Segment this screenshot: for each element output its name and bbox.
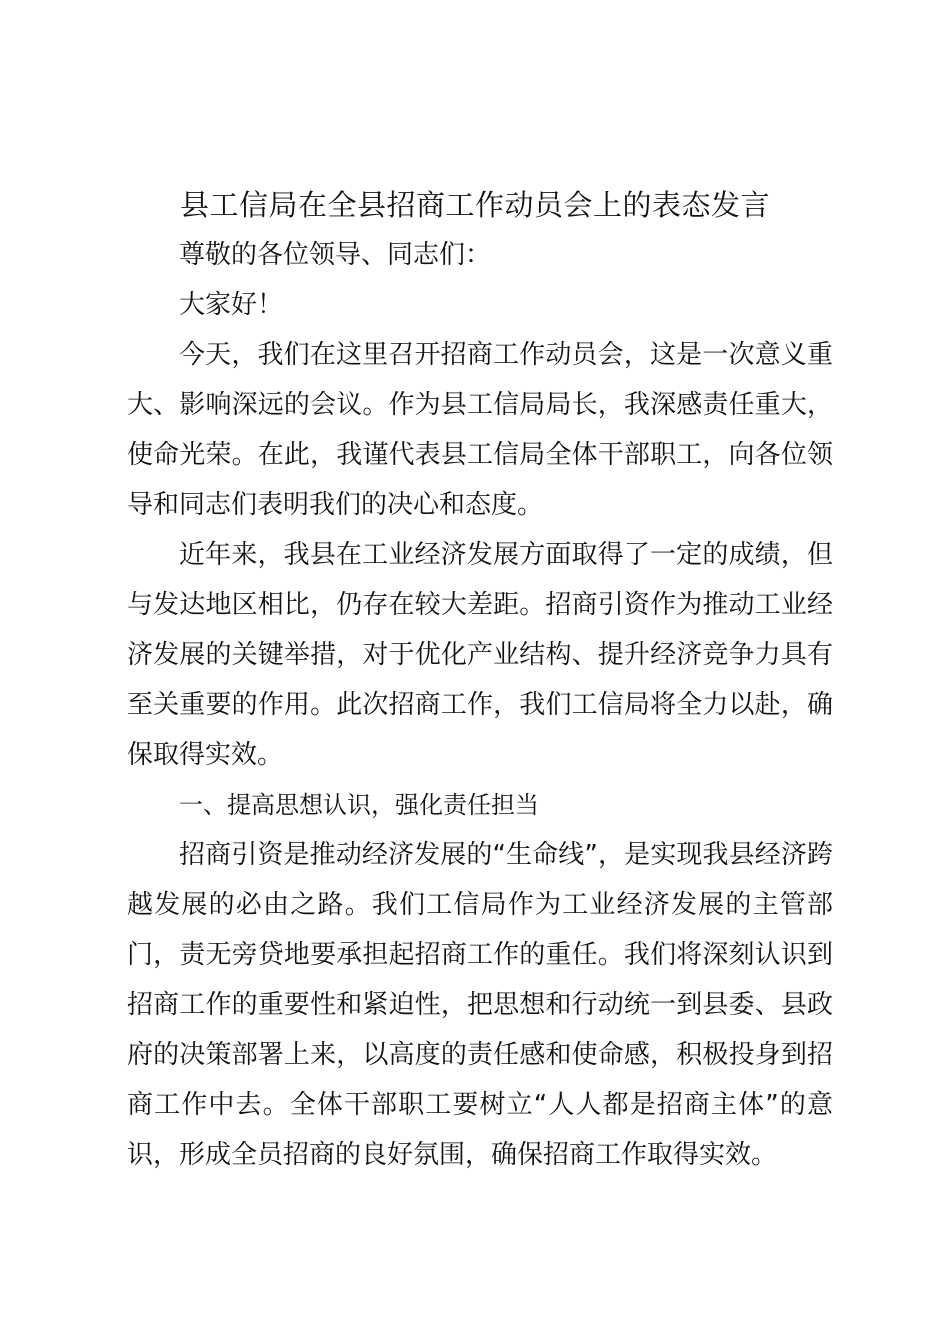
- section-heading: 一、提高思想认识，强化责任担当: [179, 791, 539, 819]
- salutation: 尊敬的各位领导、同志们：: [179, 240, 492, 270]
- greeting: 大家好！: [179, 290, 284, 320]
- document-title: 县工信局在全县招商工作动员会上的表态发言: [179, 188, 770, 222]
- section-paragraph: 招商引资是推动经济发展的“生命线”，是实现我县经济跨越发展的必由之路。我们工信局作为工业经济发展的主管部门，责无旁贷地要承担起招商工作的重任。我们将深刻认识到招商工作的重要性和紧迫性，把思想和行动统一到县委、县政府的决策部署上来，以高度的责任感和使命感，积极投身到招商工作中去。全体干部职工要树立“人人都是招商主体”的意识，形成全员招商的良好氛围，确保招商工作取得实效。: [127, 840, 833, 1170]
- document-body: [127, 230, 833, 1180]
- paragraph-background: 近年来，我县在工业经济发展方面取得了一定的成绩，但与发达地区相比，仍存在较大差距。招商引资作为推动工业经济发展的关键举措，对于优化产业结构、提升经济竞争力具有至关重要的作用。此次招商工作，我们工信局将全力以赴，确保取得实效。: [127, 540, 833, 770]
- paragraph-intro: 今天，我们在这里召开招商工作动员会，这是一次意义重大、影响深远的会议。作为县工信局局长，我深感责任重大，使命光荣。在此，我谨代表县工信局全体干部职工，向各位领导和同志们表明我们的决心和态度。: [127, 340, 833, 520]
